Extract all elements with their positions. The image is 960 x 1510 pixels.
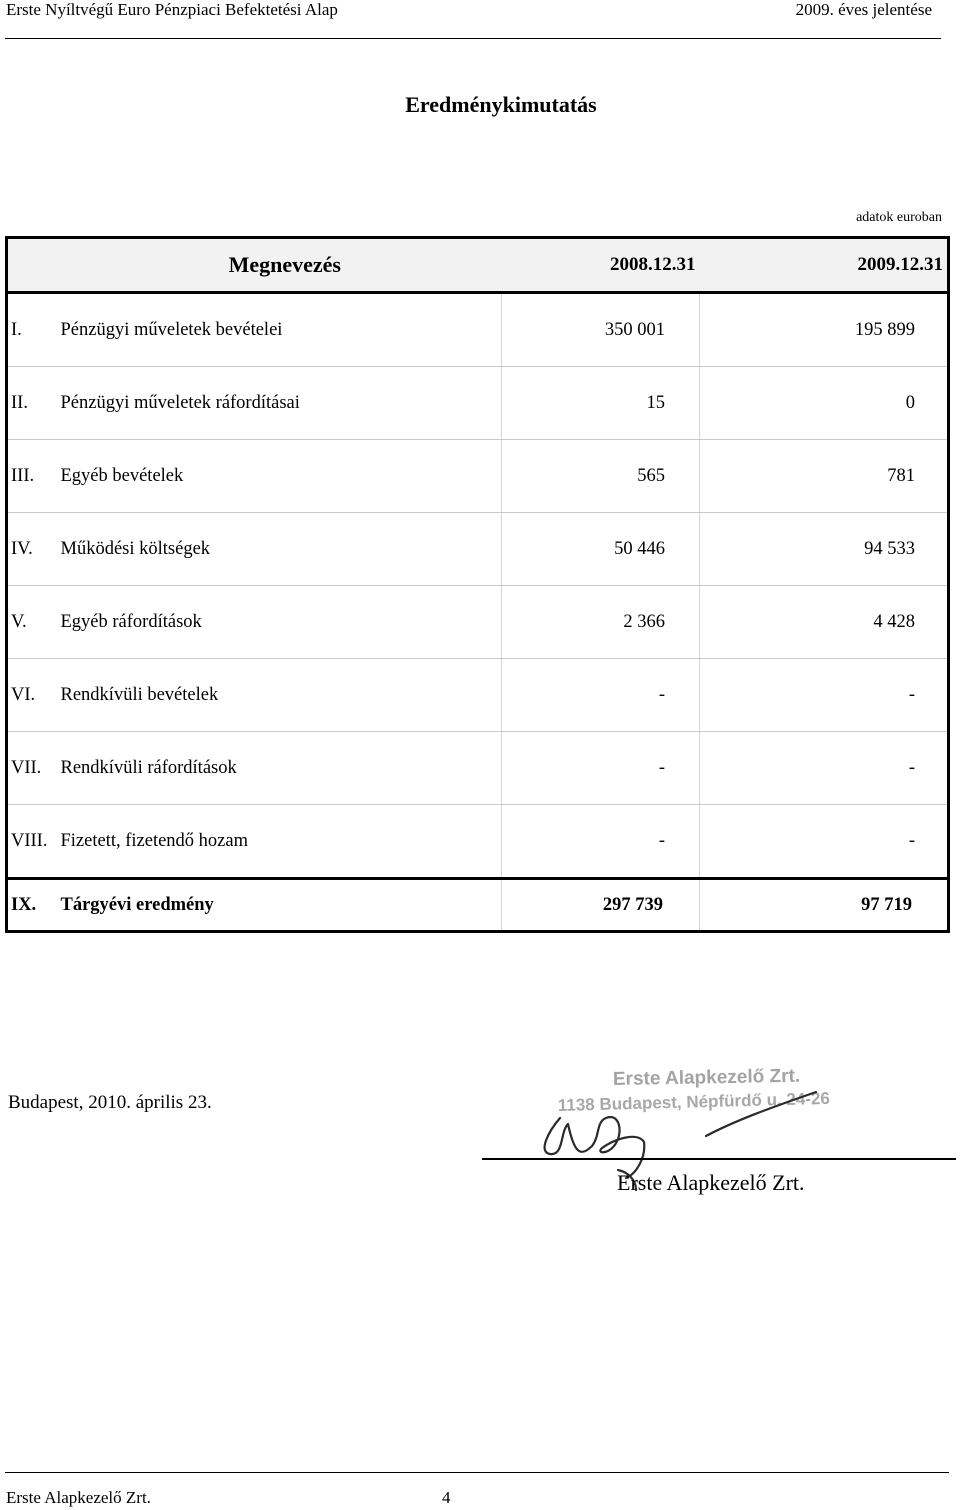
row-value-2008: -: [502, 732, 700, 805]
row-value-2008: -: [502, 659, 700, 732]
row-value-2008: -: [502, 805, 700, 879]
unit-note: adatok euroban: [856, 210, 942, 225]
row-number: IV.: [7, 513, 56, 586]
row-number: VIII.: [7, 805, 56, 879]
table-row: [7, 440, 949, 513]
row-label: Pénzügyi műveletek ráfordításai: [56, 367, 502, 440]
stamp-company-name: Erste Alapkezelő Zrt.: [612, 1065, 801, 1090]
row-label: Rendkívüli ráfordítások: [56, 732, 502, 805]
row-value-2009: -: [700, 805, 949, 879]
income-statement-table: [5, 236, 950, 933]
column-header-2009: 2009.12.31: [700, 238, 949, 293]
row-value-2009: 195 899: [700, 293, 949, 367]
header-divider: [5, 38, 941, 39]
row-number: I.: [7, 293, 56, 367]
total-label: Tárgyévi eredmény: [56, 879, 502, 932]
place-and-date: Budapest, 2010. április 23.: [8, 1092, 212, 1113]
table-header-row: [7, 238, 949, 293]
row-value-2009: -: [700, 659, 949, 732]
row-number: II.: [7, 367, 56, 440]
table-row: [7, 293, 949, 367]
table-row: [7, 513, 949, 586]
page-number: 4: [442, 1488, 451, 1507]
row-value-2008: 565: [502, 440, 700, 513]
row-label: Pénzügyi műveletek bevételei: [56, 293, 502, 367]
row-label: Működési költségek: [56, 513, 502, 586]
row-value-2009: 4 428: [700, 586, 949, 659]
table-row: [7, 805, 949, 879]
row-number: VII.: [7, 732, 56, 805]
row-value-2008: 50 446: [502, 513, 700, 586]
table-row: [7, 732, 949, 805]
row-number: VI.: [7, 659, 56, 732]
document-header-report: 2009. éves jelentése: [795, 0, 932, 19]
row-label: Fizetett, fizetendő hozam: [56, 805, 502, 879]
footer-company: Erste Alapkezelő Zrt.: [6, 1488, 151, 1507]
row-value-2008: 15: [502, 367, 700, 440]
column-header-name: Megnevezés: [7, 238, 502, 293]
row-label: Egyéb bevételek: [56, 440, 502, 513]
stamp-address: 1138 Budapest, Népfürdő u. 24-26: [557, 1088, 831, 1115]
signatory-name: Erste Alapkezelő Zrt.: [617, 1170, 805, 1195]
total-value-2008: 297 739: [502, 879, 700, 932]
row-value-2009: 94 533: [700, 513, 949, 586]
table-row: [7, 659, 949, 732]
row-number: V.: [7, 586, 56, 659]
row-value-2008: 2 366: [502, 586, 700, 659]
row-value-2008: 350 001: [502, 293, 700, 367]
table-row: [7, 586, 949, 659]
signature-line: [482, 1158, 956, 1160]
column-header-2008: 2008.12.31: [502, 238, 700, 293]
row-value-2009: 781: [700, 440, 949, 513]
document-header-title: Erste Nyíltvégű Euro Pénzpiaci Befektetési Alap: [6, 0, 338, 19]
row-value-2009: 0: [700, 367, 949, 440]
page-title: Eredménykimutatás: [405, 92, 597, 117]
footer-divider: [5, 1472, 949, 1473]
row-label: Egyéb ráfordítások: [56, 586, 502, 659]
row-value-2009: -: [700, 732, 949, 805]
table-row: [7, 367, 949, 440]
row-label: Rendkívüli bevételek: [56, 659, 502, 732]
total-number: IX.: [7, 879, 56, 932]
total-value-2009: 97 719: [700, 879, 949, 932]
row-number: III.: [7, 440, 56, 513]
total-row: [7, 879, 949, 932]
